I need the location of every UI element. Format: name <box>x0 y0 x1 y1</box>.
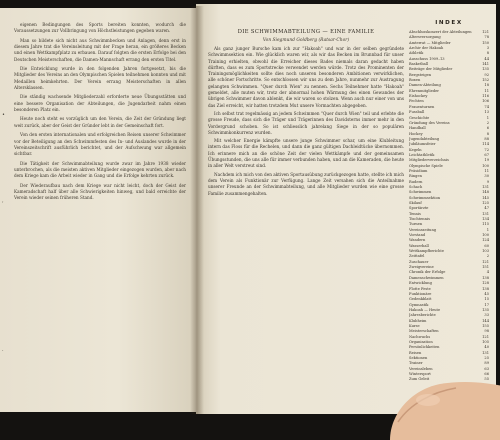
article-body <box>208 46 404 197</box>
left-paragraph: Von den ersten internationalen und erfolgreichen Reisen unserer Schwimmer vor der Beteiligung an den Schwimmfesten des In- und Auslandes wurde in der Vereinszeitschrift ausführlich berichtet, und der Aufschwung war allgemein sichtbar. <box>14 132 186 157</box>
index-entry-name: Altersversorgung <box>409 35 441 40</box>
index-entry-name: Wettkampfberichte <box>409 249 444 254</box>
index-entry-name: Wasserball <box>409 243 429 248</box>
index-entry-page: 114 <box>482 142 489 147</box>
index-entry-page: 134 <box>482 217 489 222</box>
index-entry-name: Nachwuchs <box>409 334 431 339</box>
index-entry-name: Schach <box>409 184 423 189</box>
index-entry-page: 131 <box>482 184 489 189</box>
index-entry-page: 121 <box>482 30 489 34</box>
index-entry-page: 135 <box>482 307 489 312</box>
index-entry-name: Sektionen <box>409 355 428 360</box>
index-entry-page: 4 <box>486 270 489 275</box>
index-entry-page: 66 <box>484 372 489 376</box>
margin-mark: , <box>2 198 4 204</box>
index-entry-page: 55 <box>484 377 489 382</box>
index-entry-page: 131 <box>482 211 489 216</box>
index-entry-page: 89 <box>484 361 489 366</box>
index-entry-page: 148 <box>482 190 489 195</box>
index-entry-name: Persönlichkeiten <box>409 345 440 350</box>
index-entry-page: 135 <box>482 67 489 72</box>
book-gutter <box>190 6 204 414</box>
index-entry-page: 155 <box>482 323 489 328</box>
index-entry-name: Frauenturnen <box>409 104 435 109</box>
index-entry-name: Hockey <box>409 131 423 136</box>
margin-mark: · <box>2 348 4 354</box>
index-entry-page: 2 <box>486 254 489 259</box>
left-paragraph: Heute noch steht es vorzüglich um den Verein, die Zeit der Gründung liegt weit zurück, aber der Geist der Gründer lebt in der Gemeinschaft fort. <box>14 116 186 128</box>
article-paragraph: Nachdem ich mich von den aktiven Sportausübung zurückgezogen hatte, stellte ich mich dem Verein als Funktionär zur Verfügung. Lange Zeit versahen sich die Anteilnahme unserer Freunde an der Schwimmabteilung, und alle Mitglieder wurden wie eine grosse Familie zusammengehalten. <box>208 171 404 196</box>
index-entry-page: 121 <box>482 334 489 339</box>
index-entry-name: Eishockey <box>409 94 428 99</box>
index-entry-page: 44 <box>484 56 489 61</box>
index-entry-name: Hakoah — Heute <box>409 307 441 312</box>
index-entry-page: 128 <box>482 281 489 286</box>
index-entry-page: 30 <box>484 174 489 179</box>
index-entry-name: Präsidium <box>409 168 428 173</box>
index-entry-name: Funktionäre <box>409 291 432 296</box>
index-entry-page: 141 <box>482 62 489 67</box>
index-entry-name: Wandern <box>409 238 426 243</box>
left-paragraph: Man so bildete sich nicht aus Schwimmbecken und Anlagen, denn erst in diesem Jahre trat die Vereinsleitung mit der Frage heran, ein größeres Becken und einen Wettkampfplatz zu erbauen. Darauf folgten die ersten Erfolge bei den Deutschen Meisterschaften, die Damen-Mannschaft errang den ersten Titel. <box>14 37 186 62</box>
index-entry-name: Trainer <box>409 361 423 366</box>
index-entry-page: 145 <box>482 195 489 200</box>
index-entry-name: Zuschauer <box>409 259 429 264</box>
index-entry-name: Olympische Spiele <box>409 163 443 168</box>
index-entry-page: 106 <box>482 99 489 104</box>
index-entry-name: Klubheim <box>409 318 427 323</box>
article-author: Von Siegmund Goldberg (Ratsar-Chor) <box>262 38 350 43</box>
index-entry-page: 6 <box>486 126 489 131</box>
index-entry-name: Reisen <box>409 350 422 355</box>
index-entry-name: Schwimmsektion <box>409 195 441 200</box>
index-entry-page: 11 <box>484 88 489 93</box>
index-entry-name: Abschlusskonzert der Abteilungen <box>409 30 472 34</box>
index-entry-page: 63 <box>484 366 489 371</box>
index-entry-page: 116 <box>482 94 489 99</box>
index-entry-name: Wintersport <box>409 372 431 376</box>
index-entry-name: Zeittafel <box>409 254 425 259</box>
right-page <box>196 4 496 414</box>
index-entry-name: Vorstand <box>409 233 426 238</box>
article-column <box>208 12 404 199</box>
index-entry-page: 25 <box>484 355 489 360</box>
left-page-text <box>14 22 186 205</box>
left-page <box>0 8 196 412</box>
index-entry-name: Geschichte <box>409 115 430 120</box>
index-entry-page: 47 <box>484 206 489 211</box>
index-entry-page: 74 <box>484 104 489 109</box>
index-entry-name: Kurse <box>409 323 420 328</box>
index-entry-name: Tennis <box>409 211 421 216</box>
article-paragraph: Mit welcher Energie kämpfte unsere junge Schwimmer schar, um eine Klubleitung intern das Floss für die Rechelen, und dann die ganz gültigen Dachleidtücke übernommen. Ich erinnere mich an die schöne Zeit der vielen Wettkämpfe und der gemeinsamen Übungsstunden, die uns alle für immer verbunden haben, und an die Kameraden, die heute in aller Welt verstreut sind. <box>208 138 404 169</box>
index-entry-page: 15 <box>484 297 489 302</box>
index-title: INDEX <box>435 20 463 26</box>
index-entry-page: 33 <box>484 313 489 318</box>
index-entry-name: Leichtathletik <box>409 152 435 157</box>
left-paragraph: eigenen Bedingungen des Sports bereiten konnten, wodurch die Voraussetzungen zur Vollbringung von Höchstleistungen gegeben waren. <box>14 22 186 34</box>
index-entry-name: Zweigvereine <box>409 265 434 270</box>
index-entry-page: 17 <box>484 302 489 307</box>
index-entry-name: Tischtennis <box>409 217 430 222</box>
index-entry-name: Damen-Abteilung <box>409 83 441 88</box>
index-entry-name: Kegeln <box>409 147 422 152</box>
index-entry-page: 88 <box>484 136 489 141</box>
index-entry-name: Fussball <box>409 110 425 115</box>
index-entry-page: 8 <box>486 51 489 56</box>
left-paragraph: Die Entwicklung wurde in den folgenden Jahren fortgesetzt, bis die Mitglieder des Vereins an den Olympischen Spielen teilnehmen konnten und mit Medaillen heimkehrten. Der Verein errang Meisterschaften in allen Altersklassen. <box>14 66 186 91</box>
index-entry-page: 78 <box>484 35 489 40</box>
index-entry-name: Ringen <box>409 174 422 179</box>
margin-mark: • <box>2 112 5 118</box>
index-entry-name: Damenschwimmen <box>409 275 444 280</box>
index-entry-name: Handball <box>409 126 426 131</box>
index-entry-name: Ausschuss 1909–13 <box>409 56 445 61</box>
index-column <box>409 20 489 383</box>
index-entry-name: Archiv der Hakoah <box>409 46 444 51</box>
index-entry-page: 9 <box>486 179 489 184</box>
index-entry-page: 3 <box>486 46 489 51</box>
index-entry-name: Skilauf <box>409 201 422 205</box>
index-entry-name: Ämterrat — Mitglieder <box>409 40 451 45</box>
index-entry-page: 45 <box>484 291 489 296</box>
index-list <box>409 30 489 383</box>
index-entry-page: 2 <box>486 120 489 125</box>
index-entry-name: Vereinsleben <box>409 366 433 371</box>
index-entry-page: 151 <box>482 265 489 270</box>
index-entry-name: Ehrenmitglieder <box>409 88 439 93</box>
index-entry-page: 18 <box>484 83 489 88</box>
index-entry-name: Gedenkblatt <box>409 297 432 302</box>
index-entry-page: 105 <box>482 339 489 344</box>
index-entry-name: Mitgliederverzeichnis <box>409 158 449 163</box>
index-entry-name: Chronik der Erfolge <box>409 270 446 275</box>
index-entry-name: Schwimmen <box>409 190 432 195</box>
index-entry-name: Jahresberichte <box>409 313 436 318</box>
index-entry-page: 60 <box>484 243 489 248</box>
index-entry-page: 115 <box>482 222 489 227</box>
index-entry-page: 67 <box>484 152 489 157</box>
left-paragraph: Der Wiederaufbau nach dem Kriege war nicht leicht, doch der Geist der Kameradschaft half über alle Schwierigkeiten hinweg, und bald erreichte der Verein wieder seinen früheren Stand. <box>14 182 186 201</box>
index-entry-name: Zum Geleit <box>409 377 430 382</box>
index-entry-page: 125 <box>482 201 489 205</box>
index-entry-page: 98 <box>484 329 489 334</box>
index-entry-page: 13 <box>484 110 489 115</box>
index-entry-name: Sportärzte <box>409 206 429 211</box>
index-entry-page: 124 <box>482 238 489 243</box>
article-paragraph: Als ganz junger Bursche kam ich zur "Hakoah" und war in der selben gegründete Schwimmsektion ein. Wie glücklich waren wir, als wir das Becken im Brunnbad für unser Training erhielten, obwohl die Erreicher dieses Bades niemals daran gedacht haben dürften, dass es zum Sportstrecke verwendet werden würde. Trotz des Prominenten der Trainingsmöglichkeiten sollte dies noch unseren besonderen Ambitionen verwirklichen, alle schöner Fortschritte. So entschlossen wir uns zu dem Jahre, nunmehr zur Austragung gelangten Schwimmen. "Quer durch Wien" zu nennen. Sechs Teilnehmer hatte "Hakoah" gemeldet, alle muten wir, trotz der abnormal hohen Wärmung des einen Gewandes der übrigen Schwimmer davon ablenkt, die wir waren so stolzen. Wenn auch nur einer von uns das Ziel erreicht, wir hatten trotzdem Mut unsere Vormachten abgegeben. <box>208 46 404 108</box>
article-paragraph: Ich selbst trat regelmässig an jedem Schwimmen "Quer durch Wien" teil und erlebte die grosse Freude, dass sich die Träger und Trägerinnen des Davidsterns immer mehr in den Vordergrund schoben. So ist schliesslich jahrelang Siege in der so populären Schwimmkonkurrenz wurden. <box>208 110 404 135</box>
index-entry-name: Gymnastik <box>409 302 429 307</box>
running-header: DIE SCHWIMMABTEILUNG — EINE FAMILIE <box>237 29 375 35</box>
index-entry-name: Jugendabteilung <box>409 136 440 141</box>
left-paragraph: Die ständig wachsende Mitgliederzahl erforderte neue Übungsstätten und eine bessere Organisation der Abteilungen, die Jugendarbeit nahm einen besonderen Platz ein. <box>14 94 186 113</box>
index-entry-name: Flotte Feste <box>409 286 431 291</box>
left-paragraph: Die Tätigkeit der Schwimmabteilung wurde zwar im Jahre 1938 wieder unterbrochen, als die meisten aktiven Mitglieder eingezogen wurden, aber nach dem Kriege kam die Arbeit wieder in Gang und die Erfolge kehrten zurück. <box>14 160 186 179</box>
index-entry-page: 40 <box>484 345 489 350</box>
index-entry-name: Vereinszeitung <box>409 227 437 232</box>
index-entry-name: Turnen <box>409 222 423 227</box>
index-entry-name: Organisation <box>409 339 433 344</box>
index-entry-page: 131 <box>482 350 489 355</box>
index-entry-name: Entwicklung <box>409 281 432 286</box>
index-entry-page: 11 <box>484 168 489 173</box>
index-entry-name: Athletik <box>409 51 424 56</box>
index-entry-page: 100 <box>482 233 489 238</box>
index-entry-page: 19 <box>484 158 489 163</box>
index-entry-page: 8 <box>486 131 489 136</box>
index-entry-page: 92 <box>484 72 489 77</box>
index-entry-name: Gründung des Vereins <box>409 120 450 125</box>
index-entry-page: 1 <box>486 227 489 232</box>
index-entry-name: Bergsteigen <box>409 72 432 77</box>
index-entry-name: Meisterschaften <box>409 329 439 334</box>
index-entry-name: Rudern <box>409 179 423 184</box>
index-entry-name: Basketball <box>409 62 429 67</box>
hand-thumb-icon <box>380 360 500 440</box>
index-entry-page: 144 <box>482 318 489 323</box>
index-entry-page: 72 <box>484 147 489 152</box>
index-entry-name: Fechten <box>409 99 424 104</box>
index-entry-page: 152 <box>482 78 489 83</box>
index-entry-page: 138 <box>482 286 489 291</box>
index-entry-name: Boxen <box>409 78 421 83</box>
index-entry-name: Jubiläumsfeier <box>409 142 436 147</box>
index-entry-page: 150 <box>482 40 489 45</box>
index-entry-page: 1 <box>486 115 489 120</box>
index-entry-page: 103 <box>482 249 489 254</box>
index-entry-page: 100 <box>482 163 489 168</box>
index-entry-page: 121 <box>482 259 489 264</box>
index-entry-page: 138 <box>482 275 489 280</box>
index-entry-name: Beiträge der Mitglieder <box>409 67 453 72</box>
